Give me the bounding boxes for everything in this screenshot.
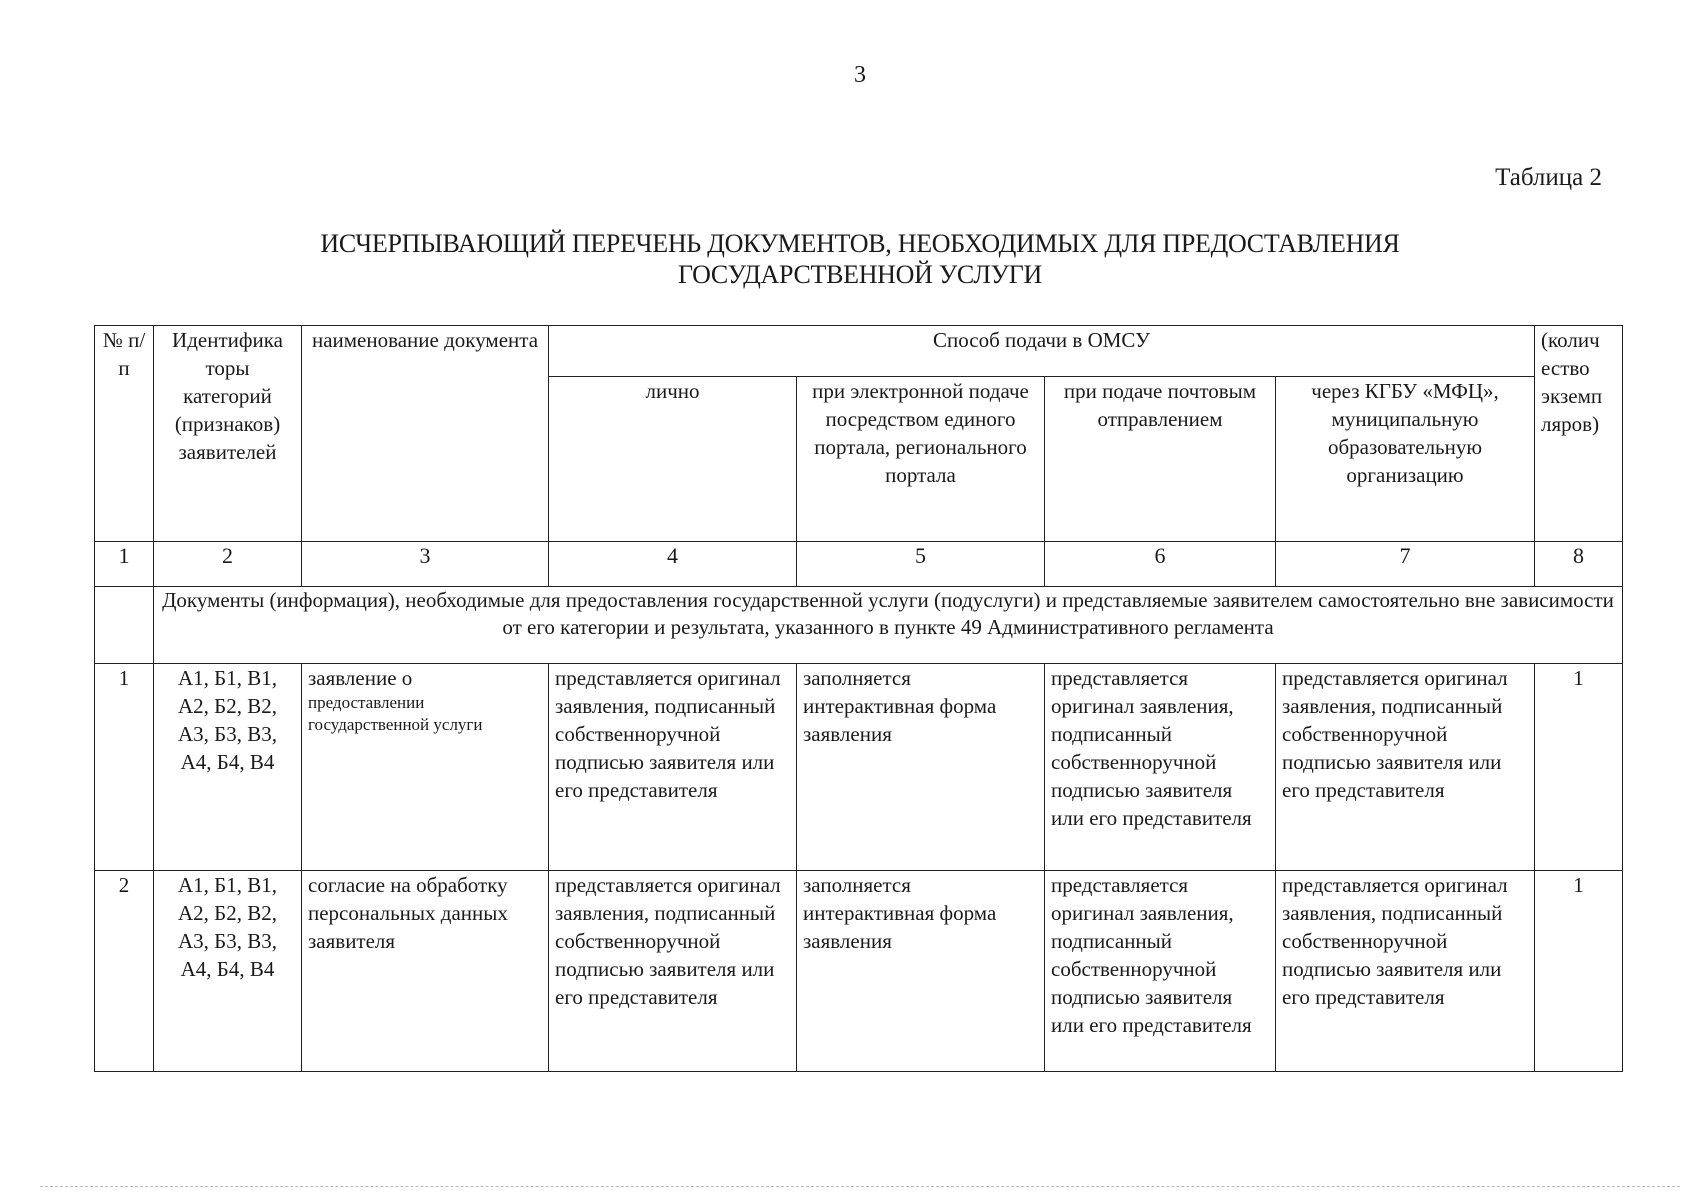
row-mfc: представляется оригинал заявления, подписанный собственноручной подписью заявителя или его представителя xyxy=(1276,664,1535,871)
title-line-1: ИСЧЕРПЫВАЮЩИЙ ПЕРЕЧЕНЬ ДОКУМЕНТОВ, НЕОБХОДИМЫХ ДЛЯ ПРЕДОСТАВЛЕНИЯ xyxy=(320,229,1400,258)
header-method-group: Способ подачи в ОМСУ xyxy=(549,326,1535,377)
section-row xyxy=(95,587,1623,664)
column-number: 4 xyxy=(549,542,797,587)
column-number: 8 xyxy=(1535,542,1623,587)
page-number: 3 xyxy=(854,62,866,88)
column-number: 3 xyxy=(302,542,549,587)
row-mfc: представляется оригинал заявления, подписанный собственноручной подписью заявителя или его представителя xyxy=(1276,871,1535,1072)
row-personal: представляется оригинал заявления, подписанный собственноручной подписью заявителя или его представителя xyxy=(549,871,797,1072)
row-name-line1: заявление о xyxy=(308,666,413,690)
header-postal: при подаче почтовым отправлением xyxy=(1045,377,1276,542)
header-num: № п/п xyxy=(95,326,154,542)
header-row-1 xyxy=(95,326,1623,377)
documents-table xyxy=(94,325,1623,1072)
row-count: 1 xyxy=(1535,664,1623,871)
title-line-2: ГОСУДАРСТВЕННОЙ УСЛУГИ xyxy=(678,260,1042,289)
row-name xyxy=(302,664,549,871)
section-empty-cell xyxy=(95,587,154,664)
header-electronic: при электронной подаче посредством единого портала, регионального портала xyxy=(797,377,1045,542)
scan-edge-line xyxy=(40,1186,1680,1187)
column-number: 2 xyxy=(154,542,302,587)
document-title xyxy=(160,228,1560,290)
row-electronic: заполняется интерактивная форма заявления xyxy=(797,871,1045,1072)
row-name: согласие на обработку персональных данных заявителя xyxy=(302,871,549,1072)
row-ids: А1, Б1, В1, А2, Б2, В2, А3, Б3, В3, А4, Б4, В4 xyxy=(154,664,302,871)
row-num: 1 xyxy=(95,664,154,871)
header-count: (колич ество экземп ляров) xyxy=(1535,326,1623,542)
header-mfc: через КГБУ «МФЦ», муниципальную образовательную организацию xyxy=(1276,377,1535,542)
column-number: 5 xyxy=(797,542,1045,587)
header-ids: Идентифика торы категорий (признаков) заявителей xyxy=(154,326,302,542)
header-personal: лично xyxy=(549,377,797,542)
row-ids: А1, Б1, В1, А2, Б2, В2, А3, Б3, В3, А4, Б4, В4 xyxy=(154,871,302,1072)
section-title: Документы (информация), необходимые для предоставления государственной услуги (подуслуги) и представляемые заявителем самостоятельно вне зависимости от его категории и результата, указанного в пункте 49 Административного регламента xyxy=(154,587,1623,664)
table-row xyxy=(95,664,1623,871)
row-personal: представляется оригинал заявления, подписанный собственноручной подписью заявителя или его представителя xyxy=(549,664,797,871)
row-num: 2 xyxy=(95,871,154,1072)
row-count: 1 xyxy=(1535,871,1623,1072)
table-label: Таблица 2 xyxy=(1495,164,1602,191)
column-number-row xyxy=(95,542,1623,587)
column-number: 7 xyxy=(1276,542,1535,587)
row-name-rest: предоставлении государственной услуги xyxy=(308,693,483,734)
column-number: 1 xyxy=(95,542,154,587)
row-postal: представляется оригинал заявления, подписанный собственноручной подписью заявителя или его представителя xyxy=(1045,871,1276,1072)
column-number: 6 xyxy=(1045,542,1276,587)
table-row xyxy=(95,871,1623,1072)
row-postal: представляется оригинал заявления, подписанный собственноручной подписью заявителя или его представителя xyxy=(1045,664,1276,871)
row-electronic: заполняется интерактивная форма заявления xyxy=(797,664,1045,871)
header-name: наименование документа xyxy=(302,326,549,542)
